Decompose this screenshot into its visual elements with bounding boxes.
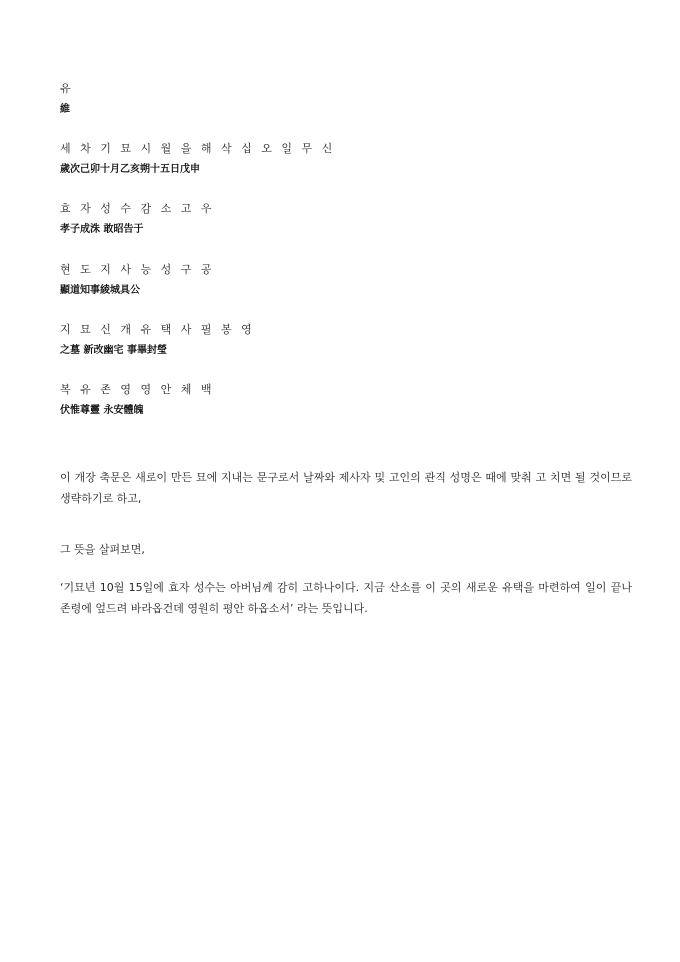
stanza-hanja: 伏惟尊靈 永安體魄	[60, 405, 144, 416]
stanza-hangul: 세 차 기 묘 시 월 을 해 삭 십 오 일 무 신	[60, 142, 336, 155]
stanza-hangul: 지 묘 신 개 유 택 사 필 봉 영	[60, 323, 255, 336]
stanza-hangul: 복 유 존 영 영 안 체 백	[60, 383, 215, 396]
stanza-hanja: 之墓 新改幽宅 事畢封瑩	[60, 345, 167, 356]
stanza-6	[60, 383, 214, 418]
stanza-hanja: 孝子成洙 敢昭告于	[60, 224, 144, 235]
stanza-hanja: 顯道知事綾城具公	[60, 285, 140, 296]
stanza-hangul: 유	[60, 82, 74, 95]
stanza-1	[60, 82, 74, 117]
stanza-hanja: 歲次己卯十月乙亥朔十五日戊申	[60, 164, 200, 175]
stanza-2	[60, 142, 335, 177]
stanza-hangul: 현 도 지 사 능 성 구 공	[60, 263, 215, 276]
explanation-paragraph-3: ‘기묘년 10월 15일에 효자 성수는 아버님께 감히 고하나이다. 지금 산소를 이 곳의 새로운 유택을 마련하여 일이 끝나 존령에 엎드려 바라옵건데 영원히 평안 하옵소서’ 라는 뜻입니다.	[60, 581, 632, 615]
stanza-4	[60, 263, 214, 298]
explanation-paragraph-2: 그 뜻을 살펴보면,	[60, 543, 145, 556]
stanza-5	[60, 323, 255, 358]
explanation-paragraph-1: 이 개장 축문은 새로이 만든 묘에 지내는 문구로서 날짜와 제사자 및 고인의 관직 성명은 때에 맞춰 고 치면 될 것이므로 생략하기로 하고,	[60, 471, 632, 505]
stanza-hangul: 효 자 성 수 감 소 고 우	[60, 202, 215, 215]
stanza-3	[60, 202, 214, 237]
stanza-hanja: 維	[60, 104, 70, 115]
